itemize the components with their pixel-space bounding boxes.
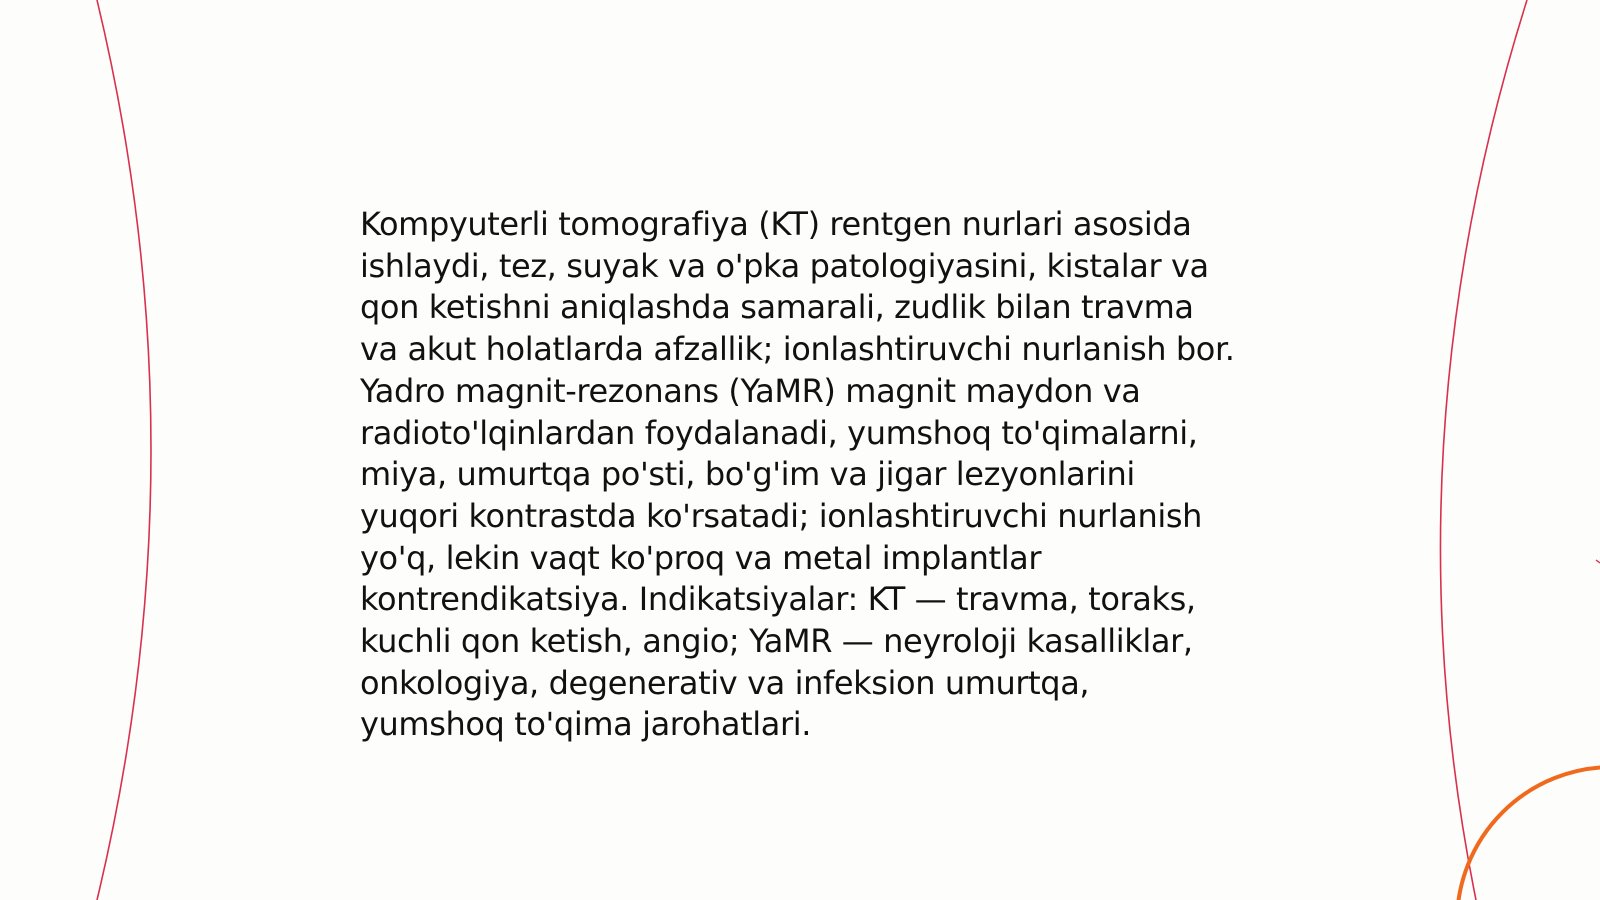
body-paragraph: Kompyuterli tomografiya (KT) rentgen nurlari asosida ishlaydi, tez, suyak va o'pka patologiyasini, kistalar va qon ketishni aniqlashda samarali, zudlik bilan travma va akut holatlarda afzallik; ionlashtiruvchi nurlanish bor. Yadro magnit-rezonans (YaMR) magnit maydon va radioto'lqinlardan foydalanadi, yumshoq to'qimalarni, miya, umurtqa po'sti, bo'g'im va jigar lezyonlarini yuqori kontrastda ko'rsatadi; ionlashtiruvchi nurlanish yo'q, lekin vaqt ko'proq va metal implantlar kontrendikatsiya. Indikatsiyalar: KT — travma, toraks, kuchli qon ketish, angio; YaMR — neyroloji kasalliklar, onkologiya, degenerativ va infeksion umurtqa, yumshoq to'qima jarohatlari. [360, 205, 1235, 744]
left-arc-line [97, 0, 151, 900]
accent-circle-outline [1457, 767, 1600, 900]
right-arc-line [1440, 0, 1527, 900]
edge-tick-mark [1596, 560, 1600, 563]
